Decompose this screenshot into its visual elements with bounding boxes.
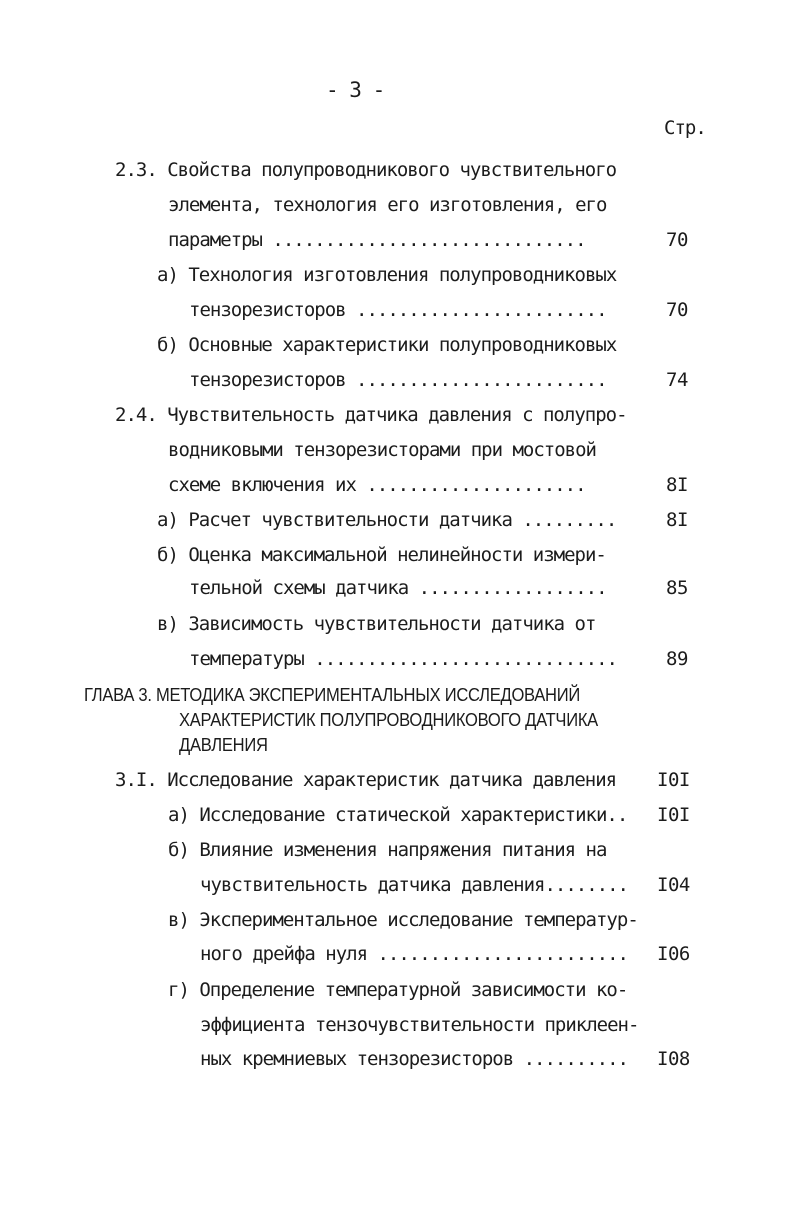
chapter-heading: ДАВЛЕНИЯ [179,735,268,755]
toc-line: ного дрейфа нуля ........................ [200,943,628,965]
page-column-header: Стр. [664,117,706,139]
toc-page: 74 [666,369,688,391]
toc-line: г) Определение температурной зависимости ко- [168,979,628,1001]
toc-line: а) Исследование статической характеристики.. [168,804,628,826]
toc-line: эффициента тензочувствительности приклеен- [200,1014,639,1036]
toc-page: 70 [666,299,688,321]
toc-line: б) Основные характеристики полупроводниковых [157,334,617,356]
toc-line: схеме включения их ..................... [168,474,586,496]
toc-page: I04 [657,874,690,896]
toc-page: 70 [666,229,688,251]
page-number: - 3 - [326,78,385,102]
toc-page: I06 [657,943,690,965]
toc-line: элемента, технология его изготовления, его [168,194,607,216]
toc-line: 2.3. Свойства полупроводникового чувствительного [115,159,617,181]
toc-line: 3.I. Исследование характеристик датчика давления [115,769,617,791]
toc-line: тензорезисторов ........................ [189,299,607,321]
toc-page: 85 [666,577,688,599]
toc-line: а) Технология изготовления полупроводниковых [157,264,617,286]
toc-page: I0I [657,769,690,791]
toc-page: 8I [666,509,688,531]
toc-line: в) Зависимость чувствительности датчика от [157,613,596,635]
toc-line: б) Влияние изменения напряжения питания на [168,839,607,861]
toc-line: параметры .............................. [168,229,586,251]
toc-line: в) Экспериментальное исследование температур- [168,909,638,931]
toc-line: б) Оценка максимальной нелинейности измери- [157,544,606,566]
toc-line: 2.4. Чувствительность датчика давления с полупро- [115,404,627,426]
toc-line: а) Расчет чувствительности датчика ......... [157,509,617,531]
toc-page: I0I [657,804,690,826]
toc-line: ных кремниевых тензорезисторов .......... [200,1048,628,1070]
chapter-heading: ХАРАКТЕРИСТИК ПОЛУПРОВОДНИКОВОГО ДАТЧИКА [179,710,598,730]
toc-page: 89 [666,648,688,670]
toc-line: тензорезисторов ........................ [189,369,607,391]
toc-line: температуры ............................. [189,648,617,670]
toc-line: чувствительность датчика давления........ [200,874,628,896]
toc-line: водниковыми тензорезисторами при мостовой [168,439,596,461]
toc-line: тельной схемы датчика .................. [189,577,607,599]
toc-page: I08 [657,1048,690,1070]
chapter-heading: ГЛАВА 3. МЕТОДИКА ЭКСПЕРИМЕНТАЛЬНЫХ ИССЛЕДОВАНИЙ [84,685,580,705]
toc-page: 8I [666,474,688,496]
